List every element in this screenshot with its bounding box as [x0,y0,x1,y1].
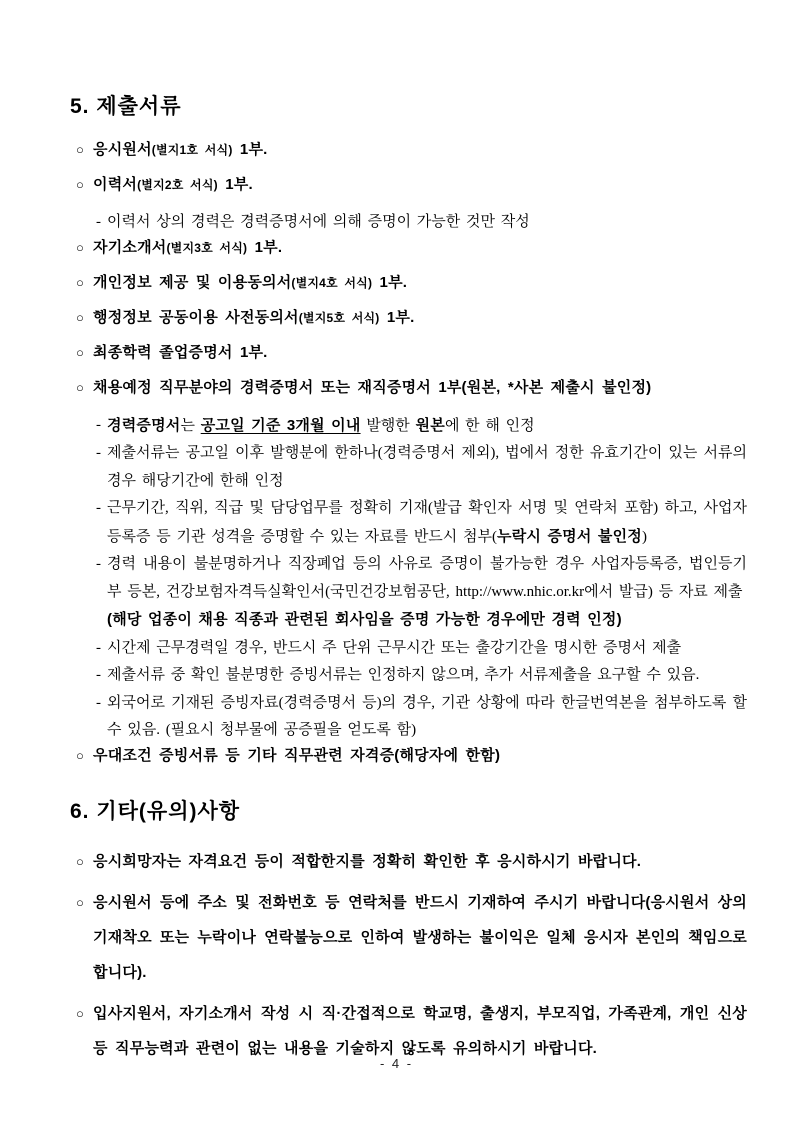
list-item [70,139,747,161]
text-segment: (별지5호 서식) [298,310,380,325]
text-segment: (별지1호 서식) [151,143,233,157]
item-text [107,662,747,690]
text-segment: 1부. [247,238,283,256]
item-text [107,551,747,606]
list-item [70,237,747,259]
text-segment: 근무기간, 직위, 직급 및 담당업무를 정확히 기재(발급 확인자 서명 및 연락처 포함) 하고, 사업자등록증 등 기관 성격을 증명할 수 있는 자료를 반드시 첨부( [107,500,747,545]
item-text [93,745,747,767]
text-segment: 누락시 증명서 불인정 [497,527,642,545]
text-segment: 공고일 기준 3개월 이내 [200,416,361,434]
text-segment: 원본 [415,416,445,434]
item-text [93,139,747,161]
circle-bullet-icon: ○ [76,747,85,763]
dash-bullet-icon: - [96,667,101,683]
text-segment: 1부. [232,141,268,158]
text-segment: 응시원서 등에 주소 및 전화번호 등 연락처를 반드시 기재하여 주시기 바랍니다(응시원서 상의 기재착오 또는 누락이나 연락불능으로 인하여 발생하는 불이익은 일체 응시자 본인의 책임으로 합니다). [93,893,747,981]
item-text [107,606,747,635]
text-segment: (해당 업종이 채용 직종과 관련된 회사임을 증명 가능한 경우에만 경력 인정) [107,611,622,628]
text-segment: 1부. [372,273,408,291]
item-text [93,342,747,364]
section [70,795,747,1066]
text-segment: 이력서 상의 경력은 경력증명서에 의해 증명이 가능한 것만 작성 [107,214,530,230]
item-text [93,174,747,196]
text-segment: ) [641,528,647,545]
item-text [107,412,747,441]
text-segment: 응시희망자는 자격요건 등이 적합한지를 정확히 확인한 후 응시하시기 바랍니다. [93,852,642,870]
circle-bullet-icon: ○ [76,853,85,869]
text-segment: 는 [180,417,201,434]
dash-bullet-icon: - [96,445,101,461]
item-text [93,377,747,399]
circle-bullet-icon: ○ [76,274,85,290]
section [70,90,747,767]
text-segment: 제출서류는 공고일 이후 발행분에 한하나(경력증명서 제외), 법에서 정한 유효기간이 있는 서류의 경우 해당기간에 한해 인정 [107,445,747,489]
list-item [70,307,747,329]
text-segment: (별지4호 서식) [291,275,373,290]
text-segment: 행정정보 공동이용 사전동의서 [93,308,299,326]
text-segment: 외국어로 기재된 증빙자료(경력증명서 등)의 경우, 기관 상황에 따라 한글번역본을 첨부하도록 할 수 있음. (필요시 청부물에 공증필을 얻도록 함) [107,694,747,738]
item-text [93,237,747,259]
list-item [70,885,747,990]
list-item [70,272,747,294]
text-segment: 경력 내용이 불분명하거나 직장폐업 등의 사유로 증명이 불가능한 경우 사업자등록증, 법인등기부 등본, 건강보험자격득실확인서(국민건강보험공단, http://www.nhic.or.kr에서 발급) 등 자료 제출 [107,556,747,600]
dash-bullet-icon: - [96,416,101,433]
sub-item [70,495,747,551]
sub-item [70,662,747,690]
circle-bullet-icon: ○ [76,894,85,910]
sub-item [70,635,747,663]
item-text [107,440,747,495]
sub-item [70,440,747,495]
text-segment: 개인정보 제공 및 이용동의서 [93,273,292,291]
text-segment: 1부. [379,308,415,326]
text-segment: 응시원서 [93,141,152,158]
item-text [107,690,747,745]
circle-bullet-icon: ○ [76,142,85,157]
list-item [70,996,747,1066]
item-text [107,495,747,551]
sub-item-continuation [70,606,747,635]
section-title: 5. 제출서류 [70,95,182,118]
item-text [93,885,747,990]
sub-item [70,551,747,606]
list-item [70,844,747,879]
sub-item [70,209,747,237]
sub-item [70,690,747,745]
text-segment: 자기소개서 [93,238,167,256]
text-segment: 발행한 [360,417,416,434]
text-segment: 경력증명서 [107,416,181,434]
text-segment: (별지3호 서식) [166,240,248,255]
dash-bullet-icon: - [96,694,101,711]
section-title: 6. 기타(유의)사항 [70,799,241,823]
text-segment: 이력서 [93,176,138,193]
text-segment: 1부. [217,176,253,193]
text-segment: 제출서류 중 확인 불분명한 증빙서류는 인정하지 않으며, 추가 서류제출을 요구할 수 있음. [107,667,700,683]
item-text [93,996,747,1066]
item-text [107,635,747,663]
circle-bullet-icon: ○ [76,379,85,395]
page-number: - 4 - [379,1056,414,1071]
circle-bullet-icon: ○ [76,344,85,360]
dash-bullet-icon: - [96,556,101,572]
text-segment: 최종학력 졸업증명서 1부. [93,343,268,361]
dash-bullet-icon: - [96,500,101,516]
list-item [70,377,747,399]
circle-bullet-icon: ○ [76,309,85,325]
list-item [70,342,747,364]
list-item [70,745,747,767]
sub-item [70,412,747,441]
item-text [93,307,747,329]
circle-bullet-icon: ○ [76,239,85,255]
text-segment: (별지2호 서식) [137,178,218,192]
text-segment: 입사지원서, 자기소개서 작성 시 직·간접적으로 학교명, 출생지, 부모직업, 가족관계, 개인 신상 등 직무능력과 관련이 없는 내용을 기술하지 않도록 유의하시기 바랍니다. [93,1004,747,1057]
circle-bullet-icon: ○ [76,177,85,192]
list-item [70,174,747,196]
dash-bullet-icon: - [96,639,101,656]
dash-bullet-icon: - [96,214,101,230]
text-segment: 시간제 근무경력일 경우, 반드시 주 단위 근무시간 또는 출강기간을 명시한 증명서 제출 [107,639,682,656]
text-segment: 우대조건 증빙서류 등 기타 직무관련 자격증(해당자에 한함) [93,746,501,764]
item-text [93,272,747,294]
circle-bullet-icon: ○ [76,1005,85,1021]
item-text [93,844,747,879]
item-text [107,209,747,237]
text-segment: 채용예정 직무분야의 경력증명서 또는 재직증명서 1부(원본, *사본 제출시 불인정) [93,378,652,396]
text-segment: 에 한 해 인정 [444,417,535,434]
